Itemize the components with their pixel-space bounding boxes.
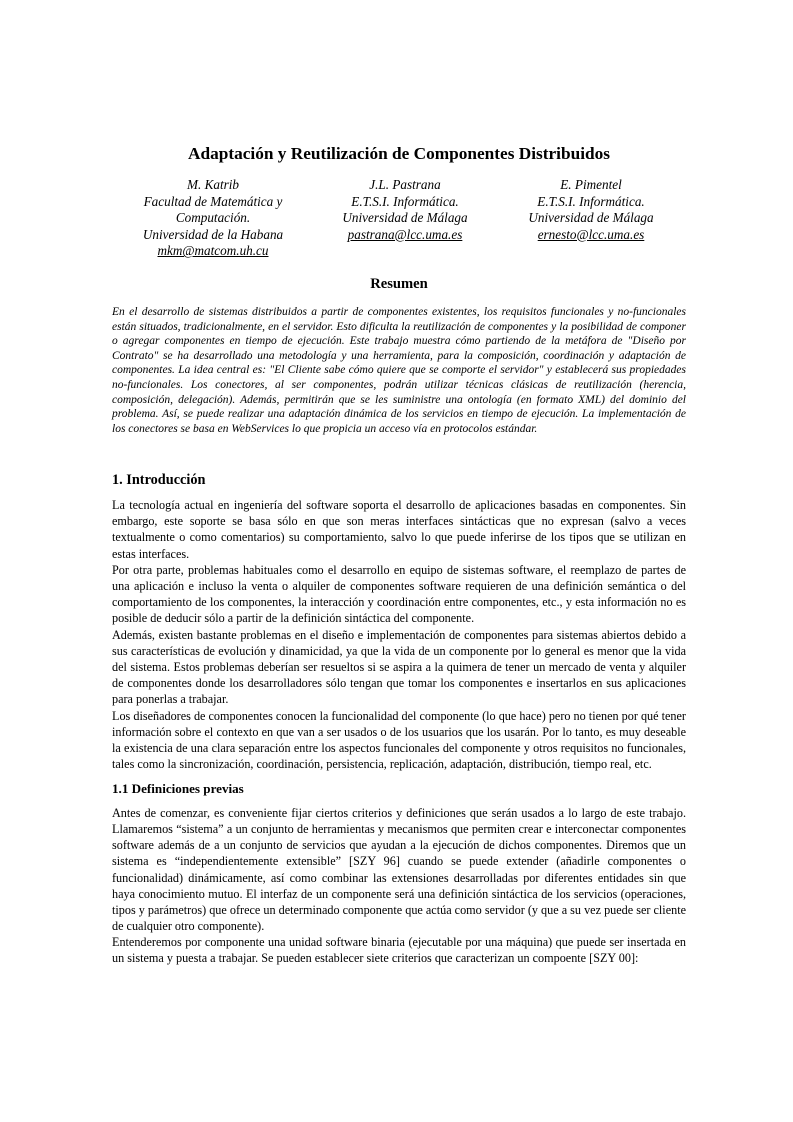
author-email-link[interactable]: mkm@matcom.uh.cu — [157, 243, 269, 259]
section-body-introduccion — [112, 497, 686, 772]
author-email-link[interactable]: pastrana@lcc.uma.es — [347, 226, 463, 242]
author-name: M. Katrib — [186, 177, 240, 192]
paragraph: Por otra parte, problemas habituales como el desarrollo en equipo de sistemas software, el reemplazo de partes de una aplicación e incluso la venta o alquiler de componentes software requieren de una definición semántica o del comportamiento de los componentes, la interacción y coordinación entre componentes, etc., y esta información no es posible de deducir sólo a partir de la definición sintáctica del componente. — [112, 562, 686, 626]
paragraph: Además, existen bastante problemas en el diseño e implementación de componentes para sistemas abiertos debido a sus características de evolución y dinamicidad, ya que la vida de un componente por lo general es menor que la vida del sistema. Estos problemas deberían ser resueltos si se aspira a la quimera de tener un mercado de venta y alquiler de componentes donde los desarrolladores sólo tengan que tomar los componentes e insertarlos en sus aplicaciones para ponerlas a trabajar. — [112, 627, 686, 707]
paper-title: Adaptación y Reutilización de Componentes Distribuidos — [188, 144, 610, 163]
paragraph: Entenderemos por componente una unidad software binaria (ejecutable por una máquina) que puede ser insertada en un sistema y puesta a trabajar. Se pueden establecer siete criterios que caracterizan un compoente [SZY 00]: — [112, 935, 686, 966]
author-affiliation-line: Universidad de la Habana — [142, 226, 284, 242]
author-pimentel — [496, 177, 686, 243]
author-email-link[interactable]: ernesto@lcc.uma.es — [537, 226, 645, 242]
paragraph: Los diseñadores de componentes conocen la funcionalidad del componente (lo que hace) pero no tienen por qué tener información sobre el contexto en que van a ser usados o de los usuarios que los usarán. Por lo tanto, es muy deseable la existencia de una clara separación entre los aspectos funcionales del componente y otros requisitos no funcionales, tales como la sincronización, coordinación, persistencia, replicación, adaptación, distribución, tiempo real, etc. — [112, 708, 686, 772]
author-affiliation-line: Facultad de Matemática y — [143, 193, 283, 209]
abstract-text: En el desarrollo de sistemas distribuidos a partir de componentes existentes, los requisitos funcionales y no-funcionales están situados, tradicionalmente, en el servidor. Esto dificulta la reutilización de componentes y la posibilidad de componer o agregar componentes en tiempo de ejecución. Este trabajo muestra cómo partiendo de la metáfora de "Diseño por Contrato" se ha desarrollado una metodología y una herramienta, para la composición, coordinación y adaptación de componentes. La idea central es: "El Cliente sabe cómo quiere que se comporte el servidor" y establecerá sus propiedades no-funcionales. Los conectores, al ser componentes, podrán utilizar técnicas clásicas de reutilización (herencia, composición, delegación). Además, permitirán que se les suministre una ontología (en formato XML) del dominio del problema. Así, se puede realizar una adaptación dinámica de los servicios en tiempo de ejecución. La implementación de los conectores se basa en WebServices lo que propicia un acceso vía en protocolos estándar. — [112, 306, 686, 435]
author-affiliation-line: E.T.S.I. Informática. — [537, 193, 645, 209]
abstract-heading: Resumen — [370, 276, 428, 292]
author-affiliation-line: Universidad de Málaga — [342, 210, 468, 226]
paragraph: La tecnología actual en ingeniería del software soporta el desarrollo de aplicaciones basadas en componentes. Sin embargo, este soporte se basa sólo en que son meras interfaces sintácticas que no expresan (salvo a veces textualmente o como comentarios) su comportamiento, salvo lo que puede inferirse de los tipos que se utilizan en estas interfaces. — [112, 498, 686, 561]
subsection-body-definiciones — [112, 805, 686, 967]
author-katrib — [112, 177, 314, 260]
paragraph: Antes de comenzar, es conveniente fijar ciertos criterios y definiciones que serán usados a lo largo de este trabajo. Llamaremos “sistema” a un conjunto de herramientas y mecanismos que permiten crear e interconectar componentes software además de a un conjunto de servicios que ayudan a la ejecución de dichos componentes. Diremos que un sistema es “independientemente extensible” [SZY 96] cuando se puede extender (añadirle componentes o funcionalidad) dinámicamente, así como combinar las extensiones desarrolladas por diferentes entidades sin que haya conocimiento mutuo. El interfaz de un componente será una definición sintáctica de los servicios (operaciones, tipos y parámetros) que ofrece un determinado componente que actúa como servidor (y que a su vez puede ser cliente de cualquier otro componente). — [112, 806, 686, 934]
author-name: E. Pimentel — [560, 177, 622, 192]
author-pastrana — [314, 177, 496, 243]
author-block — [112, 177, 686, 261]
author-affiliation-line: Universidad de Málaga — [528, 210, 654, 226]
author-affiliation-line: E.T.S.I. Informática. — [351, 193, 459, 209]
author-name: J.L. Pastrana — [369, 177, 441, 192]
subsection-heading-definiciones: 1.1 Definiciones previas — [112, 781, 244, 796]
section-heading-introduccion: 1. Introducción — [112, 472, 206, 488]
author-affiliation-line: Computación. — [175, 210, 251, 226]
